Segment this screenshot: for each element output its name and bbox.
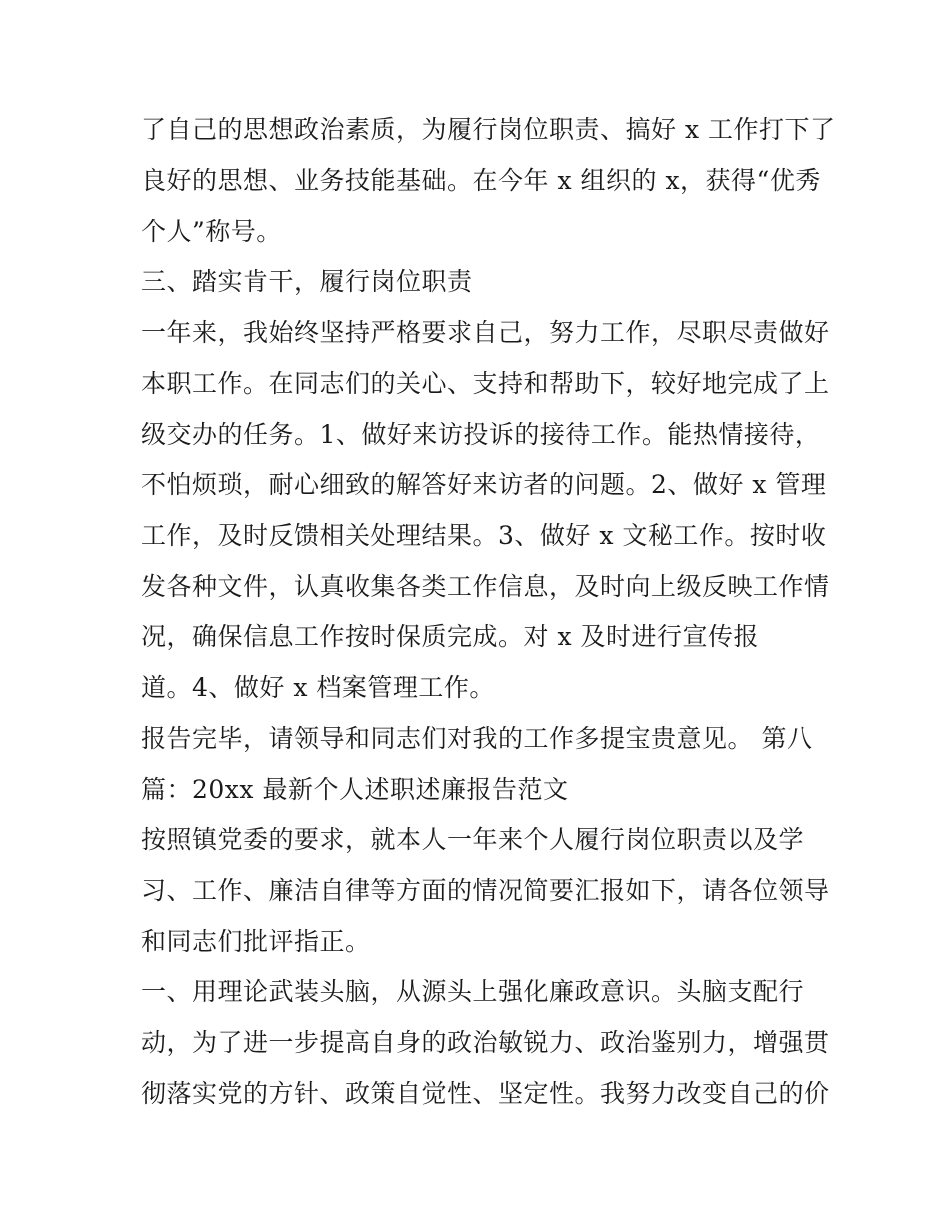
text-line: 动，为了进一步提高自身的政治敏锐力、政治鉴别力，增强贯 — [141, 1028, 830, 1057]
text-line: 不怕烦琐，耐心细致的解答好来访者的问题。2、做好 x 管理 — [141, 470, 827, 499]
text-line: 良好的思想、业务技能基础。在今年 x 组织的 x，获得“优秀 — [141, 166, 821, 195]
text-line: 本职工作。在同志们的关心、支持和帮助下，较好地完成了上 — [141, 369, 830, 398]
text-line: 彻落实党的方针、政策自觉性、坚定性。我努力改变自己的价 — [141, 1079, 830, 1108]
text-line: 习、工作、廉洁自律等方面的情况简要汇报如下，请各位领导 — [141, 876, 830, 905]
text-line: 了自己的思想政治素质，为履行岗位职责、搞好 x 工作打下了 — [141, 115, 836, 144]
text-line: 发各种文件，认真收集各类工作信息，及时向上级反映工作情 — [141, 572, 830, 601]
text-line: 一年来，我始终坚持严格要求自己，努力工作，尽职尽责做好 — [141, 318, 830, 347]
text-line: 按照镇党委的要求，就本人一年来个人履行岗位职责以及学 — [141, 825, 805, 854]
text-line: 报告完毕，请领导和同志们对我的工作多提宝贵意见。 第八 — [141, 724, 813, 753]
article-title: 篇：20xx 最新个人述职述廉报告范文 — [141, 775, 569, 804]
text-line: 况，确保信息工作按时保质完成。对 x 及时进行宣传报 — [141, 622, 759, 651]
text-line: 个人”称号。 — [141, 217, 282, 246]
text-line: 道。4、做好 x 档案管理工作。 — [141, 673, 495, 702]
text-line: 级交办的任务。1、做好来访投诉的接待工作。能热情接待， — [141, 420, 821, 449]
text-line: 工作，及时反馈相关处理结果。3、做好 x 文秘工作。按时收 — [141, 521, 827, 550]
text-line: 一、用理论武装头脑，从源头上强化廉政意识。头脑支配行 — [141, 977, 805, 1006]
text-line: 和同志们批评指正。 — [141, 927, 371, 956]
section-heading: 三、踏实肯干，履行岗位职责 — [141, 267, 473, 296]
